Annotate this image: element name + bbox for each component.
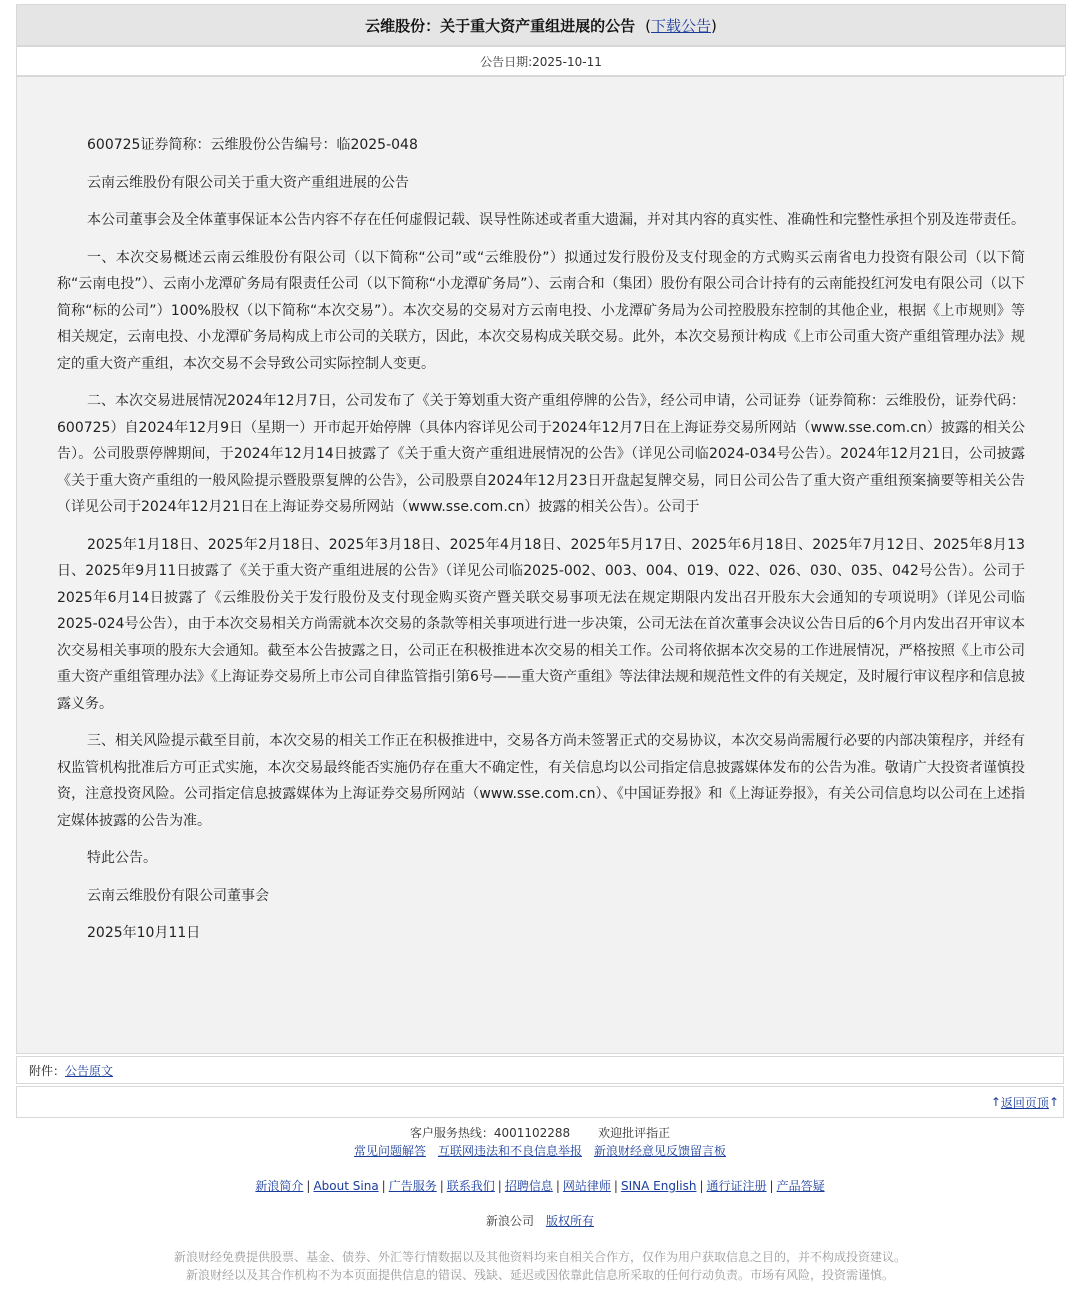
download-wrapper: (下载公告) — [645, 16, 717, 35]
page-title: 云维股份：关于重大资产重组进展的公告 — [365, 16, 636, 35]
disclaimer-line-2: 新浪财经以及其合作机构不为本页面提供信息的错误、残缺、延迟或因依靠此信息所采取的任何行动负责。市场有风险，投资需谨慎。 — [185, 1268, 894, 1282]
paragraph-heading: 云南云维股份有限公司关于重大资产重组进展的公告 — [87, 174, 409, 191]
footer-company-row — [0, 1212, 1080, 1229]
footer-link-help[interactable]: 产品答疑 — [776, 1179, 825, 1193]
feedback-link[interactable]: 新浪财经意见反馈留言板 — [594, 1144, 727, 1158]
faq-link[interactable]: 常见问题解答 — [353, 1144, 426, 1158]
attachment-bar — [16, 1056, 1064, 1084]
paragraph-signer: 云南云维股份有限公司董事会 — [87, 887, 269, 904]
back-to-top-bar — [16, 1086, 1064, 1118]
date-bar — [16, 46, 1066, 76]
footer-disclaimer — [0, 1248, 1080, 1284]
announcement-date: 公告日期:2025-10-11 — [480, 54, 602, 69]
footer-link-contact[interactable]: 联系我们 — [446, 1179, 495, 1193]
back-to-top-link[interactable]: 返回页顶 — [1000, 1095, 1049, 1110]
welcome-text: 欢迎批评指正 — [598, 1126, 671, 1140]
footer-link-ads[interactable]: 广告服务 — [388, 1179, 437, 1193]
paragraph-overview: 一、本次交易概述云南云维股份有限公司（以下简称“公司”或“云维股份”）拟通过发行股份及支付现金的方式购买云南省电力投资有限公司（以下简称“云南电投”）、云南小龙潭矿务局有限责任公司（以下简称“小龙潭矿务局”）、云南合和（集团）股份有限公司合计持有的云南能投红河发电有限公司（以下简称“标的公司”）100%股权（以下简称“本次交易”）。本次交易的交易对方云南电投、小龙潭矿务局为公司控股股东控制的其他企业，根据《上市规则》等相关规定，云南电投、小龙潭矿务局构成上市公司的关联方，因此，本次交易构成关联交易。此外，本次交易预计构成《上市公司重大资产重组管理办法》规定的重大资产重组，本次交易不会导致公司实际控制人变更。 — [57, 249, 1025, 372]
footer-link-about-en[interactable]: About Sina — [313, 1179, 379, 1193]
hotline-text: 客户服务热线：4001102288 — [409, 1126, 571, 1140]
copyright-link[interactable]: 版权所有 — [546, 1214, 595, 1228]
paragraph-date: 2025年10月11日 — [87, 925, 201, 941]
attachment-label: 附件： — [29, 1063, 66, 1078]
company-name: 新浪公司 — [485, 1214, 534, 1228]
footer-link-register[interactable]: 通行证注册 — [706, 1179, 767, 1193]
disclaimer-line-1: 新浪财经免费提供股票、基金、债券、外汇等行情数据以及其他资料均来自相关合作方，仅作为用户获取信息之目的，并不构成投资建议。 — [173, 1250, 906, 1264]
arrow-up-icon: ↑ — [990, 1095, 1001, 1109]
footer-link-jobs[interactable]: 招聘信息 — [504, 1179, 553, 1193]
paragraph-risk: 三、相关风险提示截至目前，本次交易的相关工作正在积极推进中，交易各方尚未签署正式的交易协议，本次交易尚需履行必要的内部决策程序，并经有权监管机构批准后方可正式实施，本次交易最终能否实施仍存在重大不确定性，有关信息均以公司指定信息披露媒体发布的公告为准。敬请广大投资者谨慎投资，注意投资风险。公司指定信息披露媒体为上海证券交易所网站（www.sse.com.cn）、《中国证券报》和《上海证券报》，有关公司信息均以公司在上述指定媒体披露的公告为准。 — [57, 733, 1025, 829]
arrow-up-icon: ↑ — [1048, 1095, 1059, 1109]
footer-links-row1 — [0, 1142, 1080, 1159]
report-link[interactable]: 互联网违法和不良信息举报 — [437, 1144, 582, 1158]
paragraph-code: 600725证券简称：云维股份公告编号：临2025-048 — [87, 137, 418, 153]
footer-link-lawyer[interactable]: 网站律师 — [562, 1179, 611, 1193]
paragraph-progress: 二、本次交易进展情况2024年12月7日，公司发布了《关于筹划重大资产重组停牌的公告》，经公司申请，公司证券（证券简称：云维股份，证券代码：600725）自2024年12月9日（星期一）开市起开始停牌（具体内容详见公司于2024年12月7日在上海证券交易所网站（www.sse.com.cn）披露的相关公告）。公司股票停牌期间，于2024年12月14日披露了《关于重大资产重组进展情况的公告》（详见公司临2024-034号公告）。2024年12月21日，公司披露《关于重大资产重组的一般风险提示暨股票复牌的公告》，公司股票自2024年12月23日开盘起复牌交易，同日公司公告了重大资产重组预案摘要等相关公告（详见公司于2024年12月21日在上海证券交易所网站（www.sse.com.cn）披露的相关公告）。公司于 — [57, 393, 1025, 515]
footer-links-row2: 新浪简介 | About Sina | 广告服务 | 联系我们 | 招聘信息 | 网站律师 | SINA English | 通行证注册 | 产品答疑 — [255, 1179, 825, 1193]
paragraph-statement: 本公司董事会及全体董事保证本公告内容不存在任何虚假记载、误导性陈述或者重大遗漏，并对其内容的真实性、准确性和完整性承担个别及连带责任。 — [87, 212, 1025, 228]
attachment-link[interactable]: 公告原文 — [65, 1063, 114, 1078]
announcement-content — [16, 76, 1064, 1054]
title-bar — [16, 4, 1066, 46]
footer-link-english[interactable]: SINA English — [620, 1179, 697, 1193]
footer-link-about-cn[interactable]: 新浪简介 — [255, 1179, 304, 1193]
paragraph-closing: 特此公告。 — [87, 850, 157, 866]
download-link[interactable]: 下载公告 — [651, 16, 712, 35]
paragraph-progress-cont: 2025年1月18日、2025年2月18日、2025年3月18日、2025年4月18日、2025年5月17日、2025年6月18日、2025年7月12日、2025年8月13日、2025年9月11日披露了《关于重大资产重组进展的公告》（详见公司临2025-002、003、004、019、022、026、030、035、042号公告）。公司于2025年6月14日披露了《云维股份关于发行股份及支付现金购买资产暨关联交易事项无法在规定期限内发出召开股东大会通知的专项说明》（详见公司临2025-024号公告），由于本次交易相关方尚需就本次交易的条款等相关事项进行进一步决策，公司无法在首次董事会决议公告日后的6个月内发出召开审议本次交易相关事项的股东大会通知。截至本公告披露之日，公司正在积极推进本次交易的相关工作。公司将依据本次交易的工作进展情况，严格按照《上市公司重大资产重组管理办法》《上海证券交易所上市公司自律监管指引第6号——重大资产重组》等法律法规和规范性文件的有关规定，及时履行审议程序和信息披露义务。 — [57, 536, 1025, 712]
footer-hotline-row — [0, 1124, 1080, 1141]
